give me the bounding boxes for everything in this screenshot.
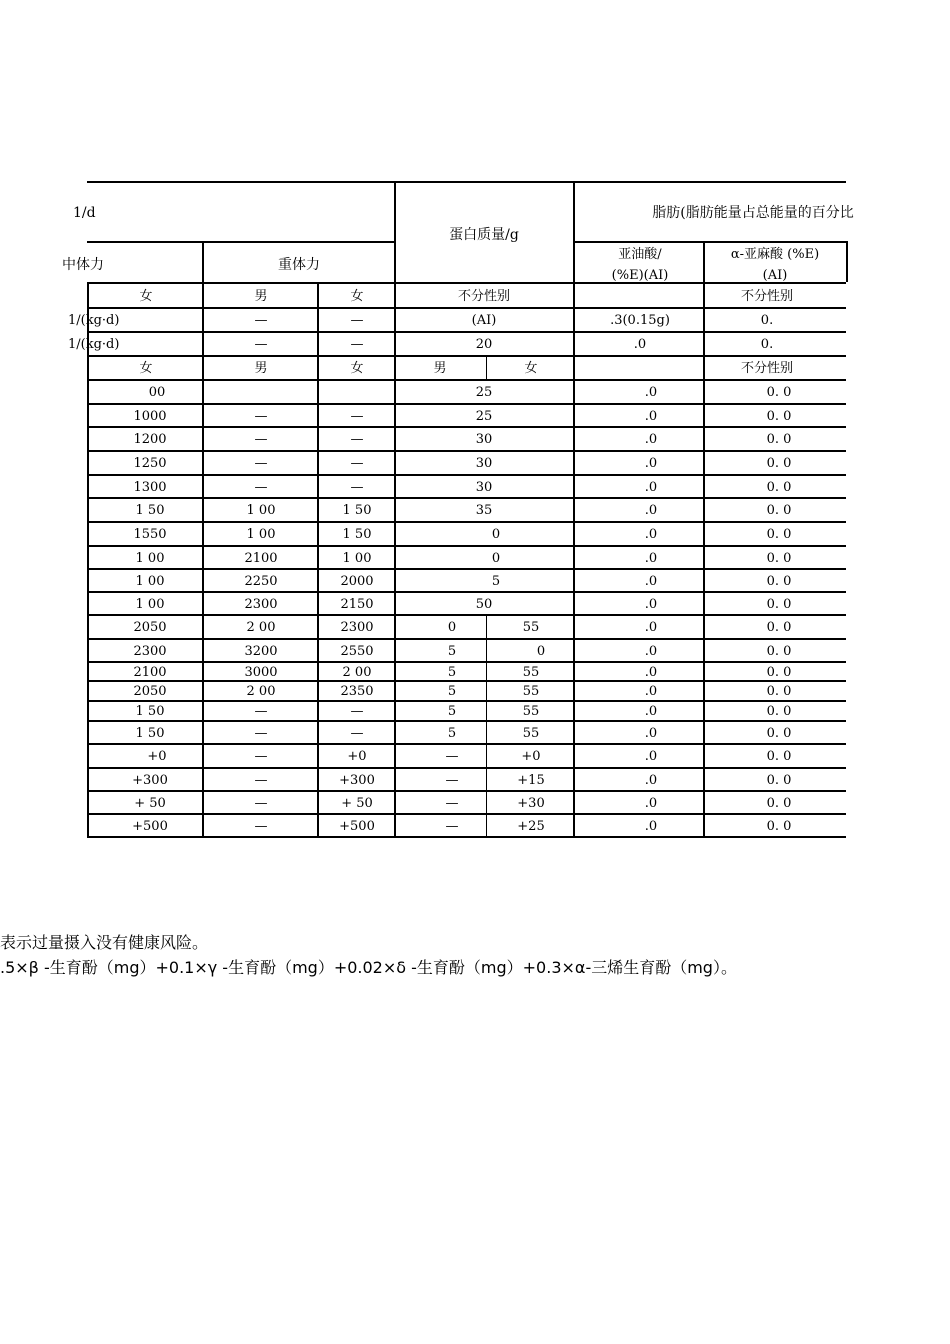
heavy-activity-label: 重体力 bbox=[278, 257, 320, 273]
linoleic-cell: .0 bbox=[644, 479, 658, 495]
protein-cell: 5 bbox=[491, 573, 501, 589]
heavy-male-cell: 2250 bbox=[244, 573, 278, 589]
heavy-female-cell: 2550 bbox=[340, 643, 374, 659]
sex-cell: 男 bbox=[433, 361, 447, 376]
table-rule bbox=[574, 241, 846, 243]
protein-cell: 35 bbox=[475, 503, 493, 518]
table-rule bbox=[87, 521, 846, 523]
heavy-female-cell: — bbox=[350, 432, 364, 447]
alinolenic-cell: 0. 0 bbox=[766, 620, 792, 635]
table-rule bbox=[87, 661, 846, 663]
moderate-female-cell: 1300 bbox=[133, 479, 167, 495]
moderate-female-cell: 2100 bbox=[133, 664, 167, 680]
protein-female-cell: +25 bbox=[517, 818, 545, 834]
heavy-male-cell: 2 00 bbox=[246, 684, 276, 699]
heavy-male-cell: — bbox=[254, 725, 268, 741]
protein-female-cell: +0 bbox=[521, 749, 541, 764]
moderate-female-cell: 1 50 bbox=[135, 503, 165, 518]
heavy-female-cell: 1 50 bbox=[342, 527, 372, 542]
fat-title: 脂肪(脂肪能量占总能量的百分比 bbox=[652, 205, 854, 221]
table-cell: 0. bbox=[760, 313, 774, 328]
alinolenic-cell: 0. 0 bbox=[766, 795, 792, 811]
heavy-male-cell: — bbox=[254, 795, 268, 811]
table-rule bbox=[87, 614, 846, 616]
table-rule bbox=[87, 568, 846, 570]
linoleic-cell: .0 bbox=[644, 527, 658, 542]
protein-male-cell: 5 bbox=[447, 664, 457, 680]
alinolenic-cell: 0. 0 bbox=[766, 479, 792, 495]
moderate-female-cell: 2300 bbox=[133, 643, 167, 659]
heavy-female-cell: 2000 bbox=[340, 573, 374, 589]
protein-cell: 25 bbox=[475, 408, 493, 424]
column-rule bbox=[317, 284, 319, 836]
heavy-male-cell: 1 00 bbox=[246, 527, 276, 542]
linoleic-cell: .0 bbox=[644, 385, 658, 400]
heavy-female-cell: — bbox=[350, 479, 364, 495]
sex-cell: 女 bbox=[524, 361, 538, 376]
table-cell: (AI) bbox=[471, 313, 497, 328]
linoleic-cell: .0 bbox=[644, 684, 658, 699]
column-rule bbox=[486, 661, 487, 680]
alinolenic-cell: 0. 0 bbox=[766, 385, 792, 400]
energy-unit-label: 1/d bbox=[73, 205, 96, 221]
alinolenic-cell: 0. 0 bbox=[766, 749, 792, 764]
protein-title: 蛋白质量/g bbox=[449, 227, 519, 243]
table-cell: — bbox=[254, 313, 268, 328]
heavy-male-cell: 2100 bbox=[244, 550, 278, 566]
heavy-female-cell: — bbox=[350, 408, 364, 424]
protein-male-cell: 5 bbox=[447, 725, 457, 741]
table-cell: 20 bbox=[475, 337, 493, 352]
alinolenic-label: α-亚麻酸 (%E) bbox=[730, 247, 820, 262]
sex-cell: 不分性别 bbox=[740, 289, 794, 304]
column-rule bbox=[486, 680, 487, 700]
heavy-male-cell: 3200 bbox=[244, 643, 278, 659]
moderate-female-cell: 2050 bbox=[133, 684, 167, 699]
moderate-female-cell: 1 00 bbox=[135, 573, 165, 589]
table-rule bbox=[87, 282, 395, 284]
linoleic-cell: .0 bbox=[644, 664, 658, 680]
heavy-male-cell: — bbox=[254, 432, 268, 447]
moderate-female-cell: +300 bbox=[132, 772, 168, 788]
column-rule bbox=[486, 813, 487, 836]
alinolenic-cell: 0. 0 bbox=[766, 432, 792, 447]
column-rule bbox=[486, 720, 487, 743]
moderate-female-cell: 1200 bbox=[133, 432, 167, 447]
linoleic-cell: .0 bbox=[644, 725, 658, 741]
alinolenic-cell: 0. 0 bbox=[766, 408, 792, 424]
footnote-2: .5×β -生育酚（mg）+0.1×γ -生育酚（mg）+0.02×δ -生育酚（mg）+0.3×α-三烯生育酚（mg）。 bbox=[0, 958, 737, 977]
alinolenic-cell: 0. 0 bbox=[766, 643, 792, 659]
table-cell: — bbox=[350, 337, 364, 352]
table-cell: 0. bbox=[760, 337, 774, 352]
linoleic-cell: .0 bbox=[644, 772, 658, 788]
column-rule bbox=[87, 284, 89, 836]
table-rule bbox=[87, 426, 846, 428]
column-rule bbox=[486, 357, 487, 379]
heavy-female-cell: 1 50 bbox=[342, 503, 372, 518]
linoleic-sub: (%E)(AI) bbox=[611, 268, 669, 283]
table-cell: — bbox=[350, 313, 364, 328]
sex-cell: 不分性别 bbox=[740, 361, 794, 376]
heavy-male-cell: 3000 bbox=[244, 664, 278, 680]
heavy-female-cell: 2350 bbox=[340, 684, 374, 699]
heavy-male-cell: 2 00 bbox=[246, 620, 276, 635]
heavy-female-cell: + 50 bbox=[341, 795, 373, 811]
table-rule bbox=[87, 790, 846, 792]
column-rule bbox=[573, 181, 575, 836]
moderate-female-cell: +0 bbox=[147, 749, 167, 764]
protein-cell: 25 bbox=[475, 385, 493, 400]
heavy-female-cell: +500 bbox=[339, 818, 375, 834]
alinolenic-cell: 0. 0 bbox=[766, 596, 792, 612]
heavy-female-cell: 2300 bbox=[340, 620, 374, 635]
heavy-male-cell: — bbox=[254, 749, 268, 764]
linoleic-cell: .0 bbox=[644, 704, 658, 719]
table-rule bbox=[87, 813, 846, 815]
table-rule bbox=[87, 331, 846, 333]
protein-female-cell: +30 bbox=[517, 795, 545, 811]
column-rule bbox=[486, 614, 487, 638]
linoleic-cell: .0 bbox=[644, 818, 658, 834]
moderate-activity-label: 中体力 bbox=[62, 257, 104, 273]
heavy-female-cell: — bbox=[350, 704, 364, 719]
heavy-male-cell: — bbox=[254, 818, 268, 834]
protein-male-cell: — bbox=[445, 795, 459, 811]
heavy-female-cell: — bbox=[350, 456, 364, 471]
protein-female-cell: 55 bbox=[522, 725, 540, 741]
unit-label: 1/(kg·d) bbox=[68, 337, 120, 352]
linoleic-cell: .0 bbox=[644, 795, 658, 811]
protein-male-cell: 5 bbox=[447, 684, 457, 699]
alinolenic-cell: 0. 0 bbox=[766, 573, 792, 589]
heavy-female-cell: 1 00 bbox=[342, 550, 372, 566]
protein-male-cell: 0 bbox=[447, 620, 457, 635]
linoleic-cell: .0 bbox=[644, 596, 658, 612]
protein-cell: 0 bbox=[491, 527, 501, 542]
column-rule bbox=[486, 767, 487, 790]
linoleic-cell: .0 bbox=[644, 408, 658, 424]
sex-cell: 男 bbox=[254, 361, 268, 376]
heavy-male-cell: 1 00 bbox=[246, 503, 276, 518]
linoleic-cell: .0 bbox=[644, 643, 658, 659]
table-rule bbox=[87, 355, 846, 357]
moderate-female-cell: 1 50 bbox=[135, 725, 165, 741]
alinolenic-cell: 0. 0 bbox=[766, 527, 792, 542]
alinolenic-cell: 0. 0 bbox=[766, 772, 792, 788]
table-cell: .0 bbox=[633, 337, 647, 352]
table-rule bbox=[87, 403, 846, 405]
linoleic-cell: .0 bbox=[644, 550, 658, 566]
heavy-female-cell: 2150 bbox=[340, 596, 374, 612]
column-rule bbox=[486, 743, 487, 767]
heavy-female-cell: 2 00 bbox=[342, 664, 372, 680]
heavy-female-cell: +0 bbox=[347, 749, 367, 764]
alinolenic-cell: 0. 0 bbox=[766, 818, 792, 834]
sex-cell: 男 bbox=[254, 289, 268, 304]
header-top-rule bbox=[87, 181, 846, 183]
unit-label: 1/(kg·d) bbox=[68, 313, 120, 328]
alinolenic-cell: 0. 0 bbox=[766, 664, 792, 680]
alinolenic-cell: 0. 0 bbox=[766, 725, 792, 741]
table-rule bbox=[87, 720, 846, 722]
linoleic-cell: .0 bbox=[644, 456, 658, 471]
table-rule bbox=[87, 767, 846, 769]
protein-male-cell: 5 bbox=[447, 704, 457, 719]
sex-cell: 女 bbox=[139, 289, 153, 304]
linoleic-cell: .0 bbox=[644, 749, 658, 764]
table-rule bbox=[87, 743, 846, 745]
moderate-female-cell: 1250 bbox=[133, 456, 167, 471]
alinolenic-sub: (AI) bbox=[762, 268, 788, 283]
table-cell: — bbox=[254, 337, 268, 352]
moderate-female-cell: 1000 bbox=[133, 408, 167, 424]
protein-female-cell: 55 bbox=[522, 620, 540, 635]
moderate-female-cell: 1 00 bbox=[135, 550, 165, 566]
protein-cell: 50 bbox=[475, 596, 493, 612]
column-rule bbox=[486, 638, 487, 661]
footnote-1: 表示过量摄入没有健康风险。 bbox=[0, 933, 209, 952]
column-rule bbox=[846, 241, 848, 282]
moderate-female-cell: 2050 bbox=[133, 620, 167, 635]
table-rule bbox=[87, 680, 846, 682]
moderate-female-cell: 1550 bbox=[133, 527, 167, 542]
table-cell: .3(0.15g) bbox=[610, 313, 670, 328]
table-rule bbox=[87, 241, 395, 243]
moderate-female-cell: + 50 bbox=[134, 795, 166, 811]
protein-male-cell: — bbox=[445, 749, 459, 764]
moderate-female-cell: 1 50 bbox=[135, 704, 165, 719]
protein-male-cell: — bbox=[445, 818, 459, 834]
linoleic-label: 亚油酸/ bbox=[618, 247, 662, 262]
protein-cell: 30 bbox=[475, 479, 493, 495]
table-rule bbox=[87, 591, 846, 593]
table-rule bbox=[87, 700, 846, 702]
table-rule bbox=[87, 379, 846, 381]
sex-cell: 不分性别 bbox=[457, 289, 511, 304]
table-rule bbox=[87, 497, 846, 499]
heavy-male-cell: — bbox=[254, 704, 268, 719]
table-rule bbox=[87, 545, 846, 547]
heavy-female-cell: +300 bbox=[339, 772, 375, 788]
alinolenic-cell: 0. 0 bbox=[766, 684, 792, 699]
sex-cell: 女 bbox=[139, 361, 153, 376]
heavy-male-cell: — bbox=[254, 772, 268, 788]
table-rule bbox=[87, 307, 846, 309]
table-rule bbox=[87, 836, 846, 838]
sex-cell: 女 bbox=[350, 361, 364, 376]
alinolenic-cell: 0. 0 bbox=[766, 550, 792, 566]
alinolenic-cell: 0. 0 bbox=[766, 456, 792, 471]
protein-cell: 30 bbox=[475, 456, 493, 471]
linoleic-cell: .0 bbox=[644, 573, 658, 589]
protein-male-cell: 5 bbox=[447, 643, 457, 659]
heavy-female-cell: — bbox=[350, 725, 364, 741]
protein-cell: 30 bbox=[475, 432, 493, 447]
moderate-female-cell: +500 bbox=[132, 818, 168, 834]
linoleic-cell: .0 bbox=[644, 503, 658, 518]
moderate-female-cell: 1 00 bbox=[135, 596, 165, 612]
column-rule bbox=[394, 181, 396, 836]
alinolenic-cell: 0. 0 bbox=[766, 704, 792, 719]
sex-cell: 女 bbox=[350, 289, 364, 304]
protein-male-cell: — bbox=[445, 772, 459, 788]
alinolenic-cell: 0. 0 bbox=[766, 503, 792, 518]
protein-female-cell: 55 bbox=[522, 704, 540, 719]
protein-female-cell: 0 bbox=[536, 643, 546, 659]
table-rule bbox=[87, 450, 846, 452]
moderate-female-cell: 00 bbox=[148, 385, 166, 400]
column-rule bbox=[486, 790, 487, 813]
heavy-male-cell: 2300 bbox=[244, 596, 278, 612]
linoleic-cell: .0 bbox=[644, 432, 658, 447]
heavy-male-cell: — bbox=[254, 456, 268, 471]
protein-female-cell: +15 bbox=[517, 772, 545, 788]
linoleic-cell: .0 bbox=[644, 620, 658, 635]
column-rule bbox=[486, 700, 487, 720]
table-rule bbox=[87, 638, 846, 640]
table-rule bbox=[87, 474, 846, 476]
protein-cell: 0 bbox=[491, 550, 501, 566]
heavy-male-cell: — bbox=[254, 479, 268, 495]
protein-female-cell: 55 bbox=[522, 664, 540, 680]
heavy-male-cell: — bbox=[254, 408, 268, 424]
protein-female-cell: 55 bbox=[522, 684, 540, 699]
